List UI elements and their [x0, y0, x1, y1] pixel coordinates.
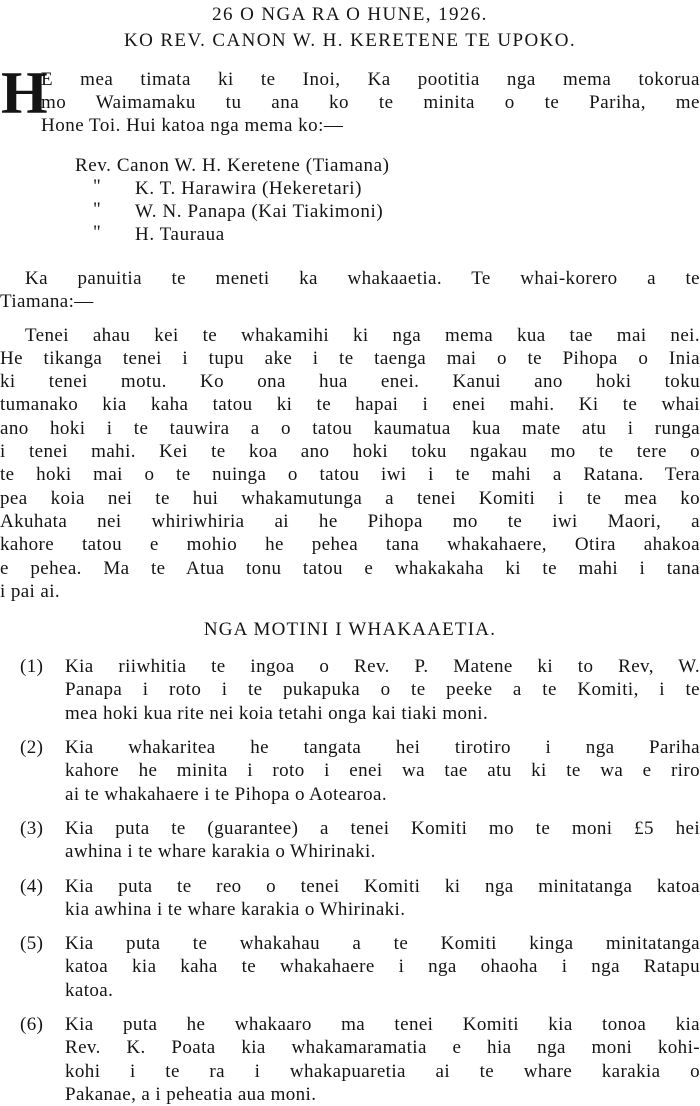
text-line: Pakanae, a i peheatia aua moni.	[65, 1083, 317, 1105]
member-entry	[0, 154, 700, 177]
text-line: awhina i te whare karakia o Whirinaki.	[65, 841, 376, 863]
minutes-paragraph	[0, 267, 700, 314]
text-line: tumanako kia kaha tatou ki te hapai i enei mahi. Ki te whai	[0, 394, 700, 416]
date-heading: 26 O NGA RA O HUNE, 1926.	[212, 4, 488, 25]
text-line: Kia whakaritea he tangata hei tirotiro i nga Pariha	[65, 737, 700, 759]
motion-item	[0, 1013, 700, 1106]
text-line: Tenei ahau kei te whakamihi ki nga mema kua tae mai nei.	[25, 324, 700, 346]
member-name: K. T. Harawira (Hekeretari)	[135, 178, 363, 199]
motions-heading: NGA MOTINI I WHAKAAETIA.	[203, 619, 497, 641]
text-line: pea koia nei te hui whakamutunga a tenei Komiti i te mea ko	[0, 487, 700, 509]
intro-paragraph	[0, 60, 700, 137]
text-line: i tenei mahi. Kei te koa ano hoki toku ngakau mo te tere o	[0, 441, 700, 463]
ditto-mark: "	[93, 176, 102, 197]
chairman-speech	[0, 324, 700, 604]
text-line: te hoki mai o te nuinga o tatou iwi i te mahi a Ratana. Tera	[0, 464, 700, 486]
member-list	[0, 154, 700, 246]
intro-line: Hone Toi. Hui katoa nga mema ko:—	[41, 115, 344, 136]
text-line: mea hoki kua rite nei koia tetahi onga kai tiaki moni.	[65, 702, 489, 724]
text-line: Tiamana:—	[0, 291, 94, 313]
motion-item	[0, 875, 700, 922]
text-line: Akuhata nei whiriwhiria ai he Pihopa mo te iwi Maori, a	[0, 510, 700, 532]
text-line: kohi i te ra i whakapuaretia ai te whare karakia o	[65, 1060, 700, 1082]
motion-number: (4)	[20, 875, 44, 897]
text-line: Kia puta te (guarantee) a tenei Komiti mo te moni £5 hei	[65, 817, 700, 839]
motion-number: (5)	[20, 933, 44, 955]
member-entry	[0, 200, 700, 223]
member-name: H. Tauraua	[135, 224, 225, 245]
text-line: Kia puta te whakahau a te Komiti kinga minitatanga	[65, 933, 700, 955]
chair-heading: KO REV. CANON W. H. KERETENE TE UPOKO.	[123, 30, 577, 51]
member-entry	[0, 177, 700, 200]
motion-item	[0, 736, 700, 806]
text-line: kahore he minita i roto i enei wa tae atu ki te wa e riro	[65, 760, 700, 782]
text-line: katoa.	[65, 979, 114, 1001]
text-line: Kia riiwhitia te ingoa o Rev. P. Matene ki to Rev, W.	[65, 656, 700, 678]
text-line: kahore tatou e mohio he pehea tana whakahaere, Otira ahakoa	[0, 534, 700, 556]
member-name: Rev. Canon W. H. Keretene (Tiamana)	[75, 155, 390, 176]
motion-number: (3)	[20, 817, 44, 839]
member-entry	[0, 223, 700, 246]
text-line: ki tenei motu. Ko ona hua enei. Kanui ano hoki toku	[0, 371, 700, 393]
motion-item	[0, 655, 700, 725]
text-line: katoa kia kaha te whakahaere i nga ohaoha i nga Ratapu	[65, 956, 700, 978]
ditto-mark: "	[93, 222, 102, 243]
drop-cap: H	[1, 60, 49, 126]
text-line: Panapa i roto i te pukapuka o te peeke a te Komiti, i te	[65, 679, 700, 701]
motion-item	[0, 817, 700, 864]
text-line: ano hoki i te tauwira a o tatou kaumatua kua mate atu i runga	[0, 417, 700, 439]
text-line: He tikanga tenei i tupu ake i te taenga mai o te Pihopa o Inia	[0, 347, 700, 369]
text-line: Rev. K. Poata kia whakamaramatia e hia nga moni kohi-	[65, 1037, 700, 1059]
motions-list	[0, 655, 700, 1106]
text-line: Kia puta he whakaaro ma tenei Komiti kia tonoa kia	[65, 1014, 700, 1036]
text-line: Ka panuitia te meneti ka whakaaetia. Te whai-korero a te	[25, 268, 700, 289]
motion-number: (6)	[20, 1014, 44, 1036]
motion-number: (2)	[20, 737, 44, 759]
text-line: kia awhina i te whare karakia o Whirinaki.	[65, 898, 406, 920]
text-line: ai te whakahaere i te Pihopa o Aotearoa.	[65, 783, 387, 805]
intro-line: mo Waimamaku tu ana ko te minita o te Pariha, me	[41, 92, 700, 113]
text-line: Kia puta te reo o tenei Komiti ki nga minitatanga katoa	[65, 875, 700, 897]
motion-number: (1)	[20, 656, 44, 678]
intro-line: E mea timata ki te Inoi, Ka pootitia nga mema tokorua	[41, 69, 700, 90]
text-line: e pehea. Ma te Atua tonu tatou e whakakaha ki te mahi i tana	[0, 557, 700, 579]
member-name: W. N. Panapa (Kai Tiakimoni)	[135, 201, 384, 222]
ditto-mark: "	[93, 199, 102, 220]
text-line: i pai ai.	[0, 580, 61, 602]
motion-item	[0, 932, 700, 1002]
